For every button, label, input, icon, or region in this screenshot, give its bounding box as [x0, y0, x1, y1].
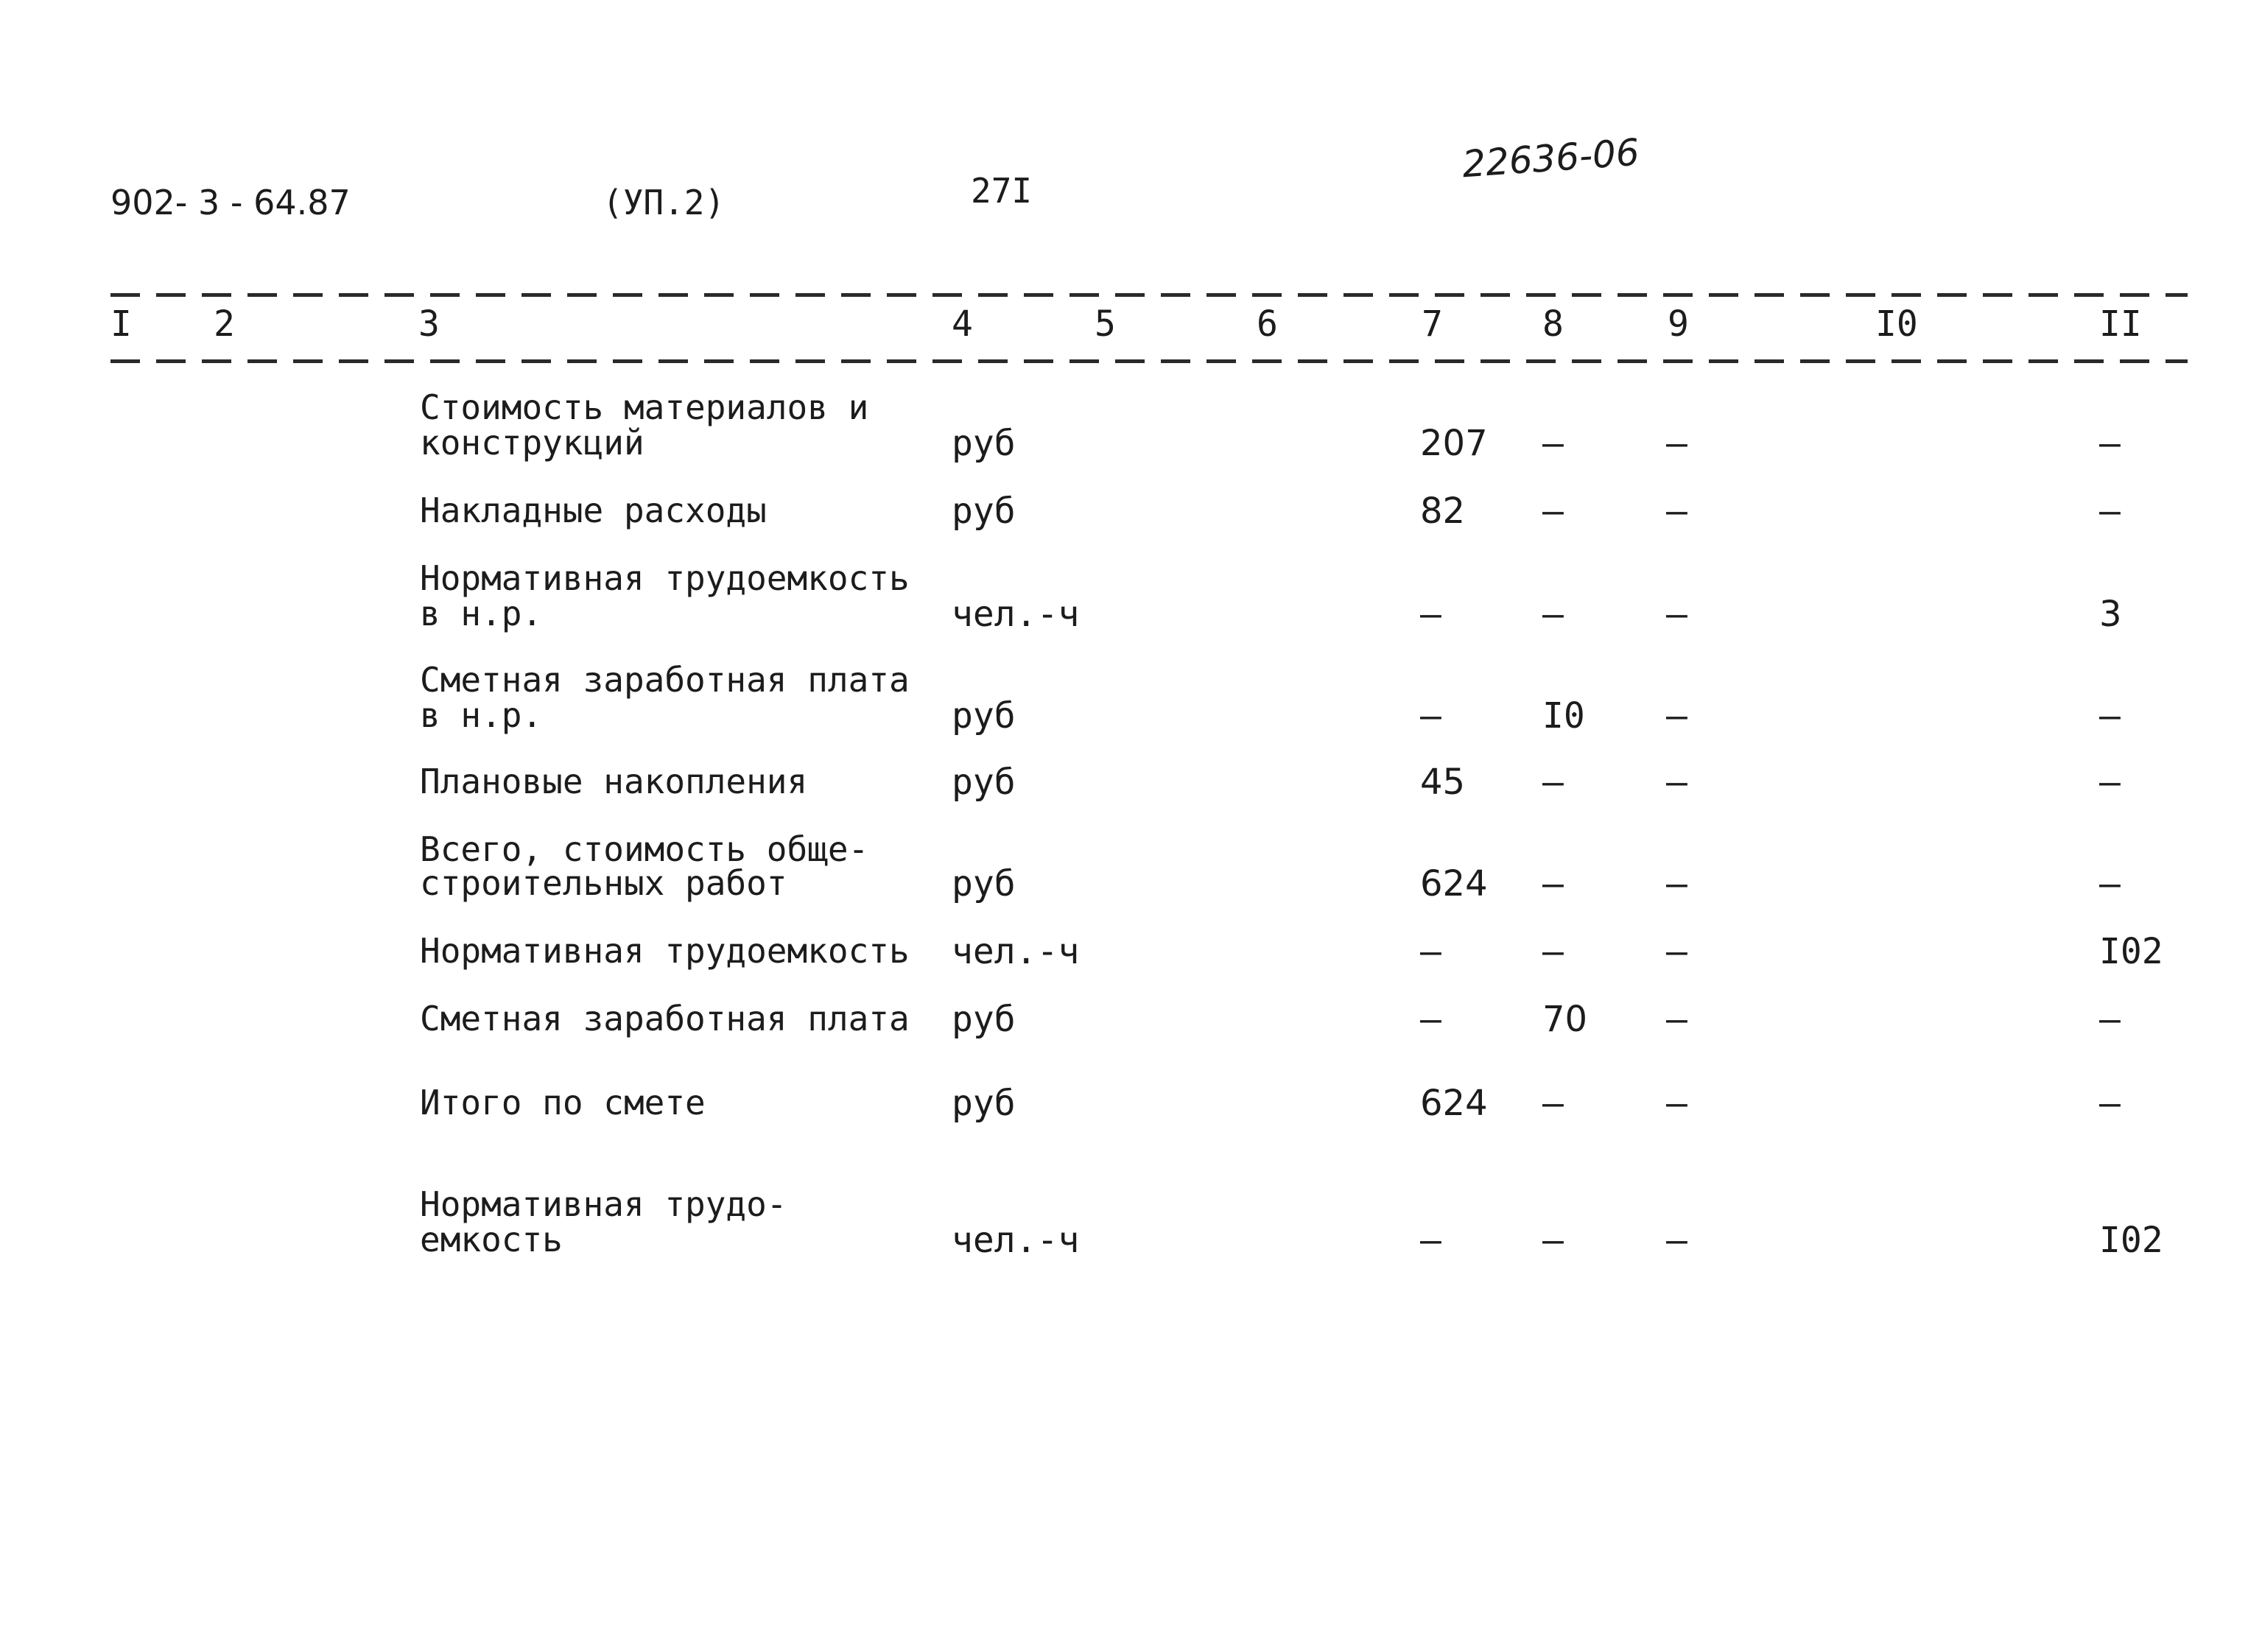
row-col11: –: [2099, 999, 2121, 1040]
row-col7: 624: [1420, 1083, 1488, 1124]
column-number-10: I0: [1875, 303, 1918, 345]
row-description: Итого по смете: [420, 1083, 706, 1122]
column-number-2: 2: [214, 303, 235, 345]
row-col7: –: [1420, 931, 1441, 972]
row-description-cont: конструкций: [420, 423, 644, 463]
row-col11: I02: [2099, 1220, 2163, 1261]
column-number-11: II: [2099, 303, 2142, 345]
row-col7: –: [1420, 1220, 1441, 1261]
column-number-8: 8: [1542, 303, 1564, 345]
row-col8: –: [1542, 491, 1564, 532]
row-col8: I0: [1542, 695, 1585, 737]
row-col8: –: [1542, 762, 1564, 803]
row-col11: –: [2099, 762, 2121, 803]
row-col7: 207: [1420, 423, 1488, 464]
row-col9: –: [1666, 863, 1687, 904]
row-description: Нормативная трудоемкость: [420, 931, 910, 971]
row-unit: руб: [952, 423, 1016, 464]
row-unit: руб: [952, 863, 1016, 904]
row-unit: чел.-ч: [952, 594, 1080, 635]
row-col8: –: [1542, 1083, 1564, 1124]
row-col7: –: [1420, 999, 1441, 1040]
row-unit: чел.-ч: [952, 1220, 1080, 1261]
row-col8: 70: [1542, 999, 1588, 1040]
column-number-9: 9: [1668, 303, 1689, 345]
row-col7: 82: [1420, 491, 1466, 532]
row-col9: –: [1666, 1220, 1687, 1261]
row-unit: чел.-ч: [952, 931, 1080, 972]
row-col8: –: [1542, 1220, 1564, 1261]
row-col9: –: [1666, 931, 1687, 972]
row-col7: 45: [1420, 762, 1466, 803]
row-unit: руб: [952, 1083, 1016, 1124]
row-col8: –: [1542, 931, 1564, 972]
column-number-3: 3: [418, 303, 440, 345]
row-description: Накладные расходы: [420, 491, 767, 530]
row-col11: –: [2099, 491, 2121, 532]
column-number-7: 7: [1422, 303, 1443, 345]
row-description: Сметная заработная плата: [420, 660, 910, 700]
row-col8: –: [1542, 423, 1564, 464]
row-col11: –: [2099, 695, 2121, 737]
row-description: Нормативная трудо-: [420, 1184, 787, 1224]
row-col9: –: [1666, 999, 1687, 1040]
row-description: Плановые накопления: [420, 762, 808, 801]
row-description: Нормативная трудоемкость: [420, 558, 910, 598]
row-description: Стоимость материалов и: [420, 387, 869, 427]
document-code: 902- 3 - 64.87: [110, 183, 351, 222]
row-col9: –: [1666, 423, 1687, 464]
row-col8: –: [1542, 594, 1564, 635]
row-col11: –: [2099, 1083, 2121, 1124]
row-col9: –: [1666, 695, 1687, 737]
row-col11: –: [2099, 863, 2121, 904]
row-description-cont: в н.р.: [420, 594, 543, 633]
row-col9: –: [1666, 762, 1687, 803]
row-description-cont: емкость: [420, 1220, 563, 1259]
row-unit: руб: [952, 695, 1016, 737]
column-number-5: 5: [1095, 303, 1116, 345]
row-unit: руб: [952, 762, 1016, 803]
row-col11: 3: [2099, 594, 2122, 635]
column-number-6: 6: [1257, 303, 1278, 345]
row-description: Сметная заработная плата: [420, 999, 910, 1038]
album-number: (УП.2): [603, 183, 726, 222]
header-top-rule: [110, 293, 2188, 297]
row-col9: –: [1666, 1083, 1687, 1124]
row-description-cont: строительных работ: [420, 863, 787, 903]
row-unit: руб: [952, 491, 1016, 532]
row-description: Всего, стоимость обще-: [420, 829, 869, 869]
row-col11: –: [2099, 423, 2121, 464]
row-unit: руб: [952, 999, 1016, 1040]
stamp-number: 22636-06: [1461, 130, 1641, 186]
column-number-4: 4: [952, 303, 973, 345]
row-col7: 624: [1420, 863, 1488, 904]
page-number: 27I: [971, 171, 1033, 211]
row-description-cont: в н.р.: [420, 695, 543, 735]
row-col9: –: [1666, 594, 1687, 635]
row-col11: I02: [2099, 931, 2163, 972]
row-col9: –: [1666, 491, 1687, 532]
row-col8: –: [1542, 863, 1564, 904]
row-col7: –: [1420, 594, 1441, 635]
header-bottom-rule: [110, 359, 2188, 363]
column-number-1: I: [110, 303, 132, 345]
row-col7: –: [1420, 695, 1441, 737]
